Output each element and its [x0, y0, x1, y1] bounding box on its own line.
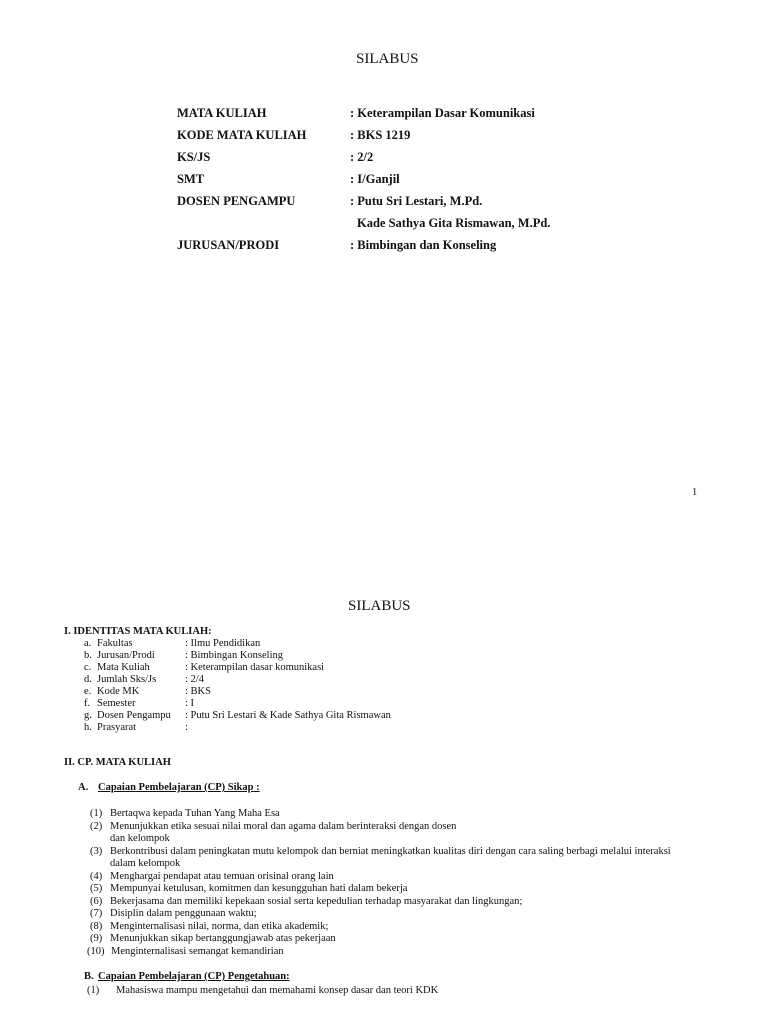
identity-letter: d. — [84, 674, 92, 685]
list-item: Mempunyai ketulusan, komitmen dan kesungguhan hati dalam bekerja — [110, 883, 408, 894]
identity-label: Jurusan/Prodi — [97, 650, 155, 661]
list-number: (9) — [90, 933, 103, 944]
identity-value: : — [185, 722, 188, 733]
info-value: : BKS 1219 — [350, 128, 411, 142]
list-item: Mahasiswa mampu mengetahui dan memahami konsep dasar dan teori KDK — [116, 985, 439, 996]
identity-value: : BKS — [185, 686, 211, 697]
page-number: 1 — [692, 487, 698, 498]
identity-value: : Bimbingan Konseling — [185, 650, 283, 661]
identity-value: : Putu Sri Lestari & Kade Sathya Gita Rismawan — [185, 710, 391, 721]
list-item: Menghargai pendapat atau temuan orisinal orang lain — [110, 871, 334, 882]
identity-letter: c. — [84, 662, 92, 673]
info-label: KODE MATA KULIAH — [177, 128, 307, 142]
subsection-b-heading: Capaian Pembelajaran (CP) Pengetahuan: — [98, 971, 290, 982]
info-label: SMT — [177, 172, 205, 186]
identity-value: : Keterampilan dasar komunikasi — [185, 662, 325, 673]
info-value: : 2/2 — [350, 150, 374, 164]
subsection-a-letter: A. — [78, 782, 89, 793]
identity-letter: g. — [84, 710, 92, 721]
list-number: (5) — [90, 883, 103, 894]
info-value: : I/Ganjil — [350, 172, 400, 186]
list-item: Menunjukkan sikap bertanggungjawab atas pekerjaan — [110, 933, 336, 944]
identity-label: Prasyarat — [97, 722, 137, 733]
list-number: (6) — [90, 896, 103, 907]
identity-label: Fakultas — [97, 638, 133, 649]
subsection-b-letter: B. — [84, 971, 94, 982]
page2-title: SILABUS — [348, 598, 411, 614]
info-label: DOSEN PENGAMPU — [177, 194, 296, 208]
list-item: Menunjukkan etika sesuai nilai moral dan agama dalam berinteraksi dengan dosen — [110, 821, 457, 832]
identity-value: : Ilmu Pendidikan — [185, 638, 261, 649]
identity-value: : I — [185, 698, 195, 709]
list-number: (7) — [90, 908, 103, 919]
identity-label: Mata Kuliah — [97, 662, 150, 673]
list-item-continuation: dan kelompok — [110, 833, 170, 844]
info-value: : Putu Sri Lestari, M.Pd. — [350, 194, 483, 208]
list-item: Disiplin dalam penggunaan waktu; — [110, 908, 257, 919]
section-identitas-heading: I. IDENTITAS MATA KULIAH: — [64, 626, 212, 637]
info-label: MATA KULIAH — [177, 106, 267, 120]
identity-letter: f. — [84, 698, 91, 709]
list-number: (1) — [90, 808, 103, 819]
list-number: (2) — [90, 821, 103, 832]
identity-label: Jumlah Sks/Js — [97, 674, 157, 685]
list-number: (8) — [90, 921, 103, 932]
identity-letter: a. — [84, 638, 92, 649]
list-item: Bekerjasama dan memiliki kepekaan sosial serta kepedulian terhadap masyarakat dan lingkungan; — [110, 896, 523, 907]
list-number: (10) — [87, 946, 105, 957]
section-cp-heading: II. CP. MATA KULIAH — [64, 757, 171, 768]
identity-label: Kode MK — [97, 686, 140, 697]
list-item: Menginternalisasi nilai, norma, dan etika akademik; — [110, 921, 329, 932]
list-item: Menginternalisasi semangat kemandirian — [111, 946, 284, 957]
info-value: : Bimbingan dan Konseling — [350, 238, 497, 252]
identity-label: Dosen Pengampu — [97, 710, 171, 721]
info-value: Kade Sathya Gita Rismawan, M.Pd. — [357, 216, 551, 230]
list-item: Berkontribusi dalam peningkatan mutu kelompok dan berniat meningkatkan kualitas diri dengan cara saling berbagi melalui interaksi — [110, 846, 671, 857]
list-item: Bertaqwa kepada Tuhan Yang Maha Esa — [110, 808, 280, 819]
list-item-continuation: dalam kelompok — [110, 858, 181, 869]
identity-letter: e. — [84, 686, 92, 697]
identity-letter: h. — [84, 722, 92, 733]
list-number: (3) — [90, 846, 103, 857]
list-number: (4) — [90, 871, 103, 882]
info-label: JURUSAN/PRODI — [177, 238, 280, 252]
info-value: : Keterampilan Dasar Komunikasi — [350, 106, 535, 120]
info-label: KS/JS — [177, 150, 211, 164]
identity-letter: b. — [84, 650, 92, 661]
list-number: (1) — [87, 985, 100, 996]
subsection-a-heading: Capaian Pembelajaran (CP) Sikap : — [98, 782, 260, 793]
identity-value: : 2/4 — [185, 674, 204, 685]
page1-title: SILABUS — [356, 51, 419, 67]
identity-label: Semester — [97, 698, 136, 709]
